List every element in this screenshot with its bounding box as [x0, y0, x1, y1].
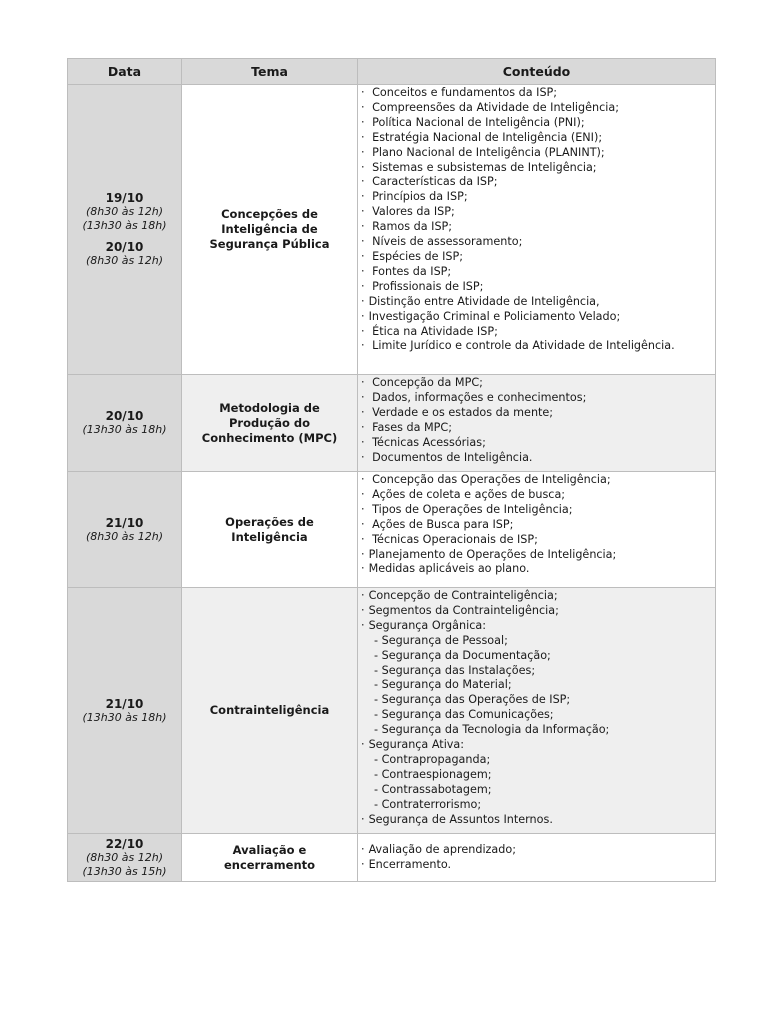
- list-item: · Ramos da ISP;: [361, 220, 453, 234]
- list-item: · Ética na Atividade ISP;: [361, 324, 498, 338]
- list-item: · Política Nacional de Inteligência (PNI);: [361, 115, 585, 129]
- list-item: · Sistemas e subsistemas de Inteligência;: [361, 160, 597, 174]
- date-cell: [68, 472, 182, 588]
- list-item: - Contraespionagem;: [374, 767, 492, 781]
- header-tema: Tema: [182, 59, 358, 85]
- date-cell: [68, 85, 182, 375]
- list-item: · Níveis de assessoramento;: [361, 235, 523, 249]
- list-item: · Compreensões da Atividade de Inteligência;: [361, 100, 619, 114]
- list-item: - Contrassabotagem;: [374, 782, 492, 796]
- list-item: · Segurança Ativa:: [361, 738, 465, 752]
- date-cell: [68, 375, 182, 472]
- date-day: 21/10: [105, 696, 144, 711]
- date-time: (13h30 às 18h): [82, 423, 167, 437]
- list-item: · Dados, informações e conhecimentos;: [361, 390, 587, 404]
- table-row: [68, 375, 716, 472]
- list-item: · Ações de Busca para ISP;: [361, 517, 514, 531]
- tema-cell: Metodologia de Produção do Conhecimento (MPC): [182, 375, 358, 472]
- list-item: · Documentos de Inteligência.: [361, 450, 533, 464]
- tema-cell: Concepções de Inteligência de Segurança Pública: [182, 85, 358, 375]
- list-item: · Técnicas Operacionais de ISP;: [361, 532, 538, 546]
- list-item: · Limite Jurídico e controle da Atividade de Inteligência.: [361, 339, 675, 353]
- date-cell: [68, 834, 182, 882]
- header-date: Data: [68, 59, 182, 85]
- list-item: · Profissionais de ISP;: [361, 279, 484, 293]
- tema-cell: Contrainteligência: [182, 588, 358, 834]
- list-item: - Segurança das Instalações;: [374, 663, 536, 677]
- header-row: [68, 59, 716, 85]
- table-row: [68, 85, 716, 375]
- list-item: · Concepção da MPC;: [361, 376, 483, 389]
- date-time: (13h30 às 18h): [82, 218, 167, 232]
- list-item: · Características da ISP;: [361, 175, 498, 189]
- tema-cell: Operações de Inteligência: [182, 472, 358, 588]
- list-item: · Verdade e os estados da mente;: [361, 405, 554, 419]
- list-item: · Segurança Orgânica:: [361, 618, 486, 632]
- content-cell: [358, 834, 716, 882]
- date-time: (8h30 às 12h): [86, 851, 163, 864]
- table-row: [68, 472, 716, 588]
- date-day: 22/10: [105, 837, 144, 851]
- list-item: · Ações de coleta e ações de busca;: [361, 487, 566, 501]
- list-item: - Contrapropaganda;: [374, 752, 491, 766]
- list-item: · Distinção entre Atividade de Inteligência,: [361, 294, 600, 308]
- list-item: - Segurança das Comunicações;: [374, 708, 554, 722]
- list-item: · Princípios da ISP;: [361, 190, 468, 204]
- list-item: · Avaliação de aprendizado;: [361, 842, 516, 856]
- list-item: · Conceitos e fundamentos da ISP;: [361, 86, 558, 99]
- date-day: 19/10: [105, 191, 144, 206]
- list-item: · Investigação Criminal e Policiamento Velado;: [361, 309, 621, 323]
- list-item: · Fontes da ISP;: [361, 264, 452, 278]
- content-cell: [358, 588, 716, 834]
- list-item: · Técnicas Acessórias;: [361, 435, 486, 449]
- date-day: 20/10: [105, 240, 144, 255]
- list-item: · Concepção das Operações de Inteligência;: [361, 473, 611, 486]
- content-cell: [358, 85, 716, 375]
- header-conteudo: Conteúdo: [358, 59, 716, 85]
- list-item: - Segurança do Material;: [374, 678, 512, 692]
- list-item: · Segmentos da Contrainteligência;: [361, 603, 559, 617]
- date-time: (8h30 às 12h): [86, 205, 163, 219]
- list-item: - Segurança da Tecnologia da Informação;: [374, 723, 610, 737]
- tema-cell: Avaliação e encerramento: [182, 834, 358, 882]
- list-item: · Planejamento de Operações de Inteligência;: [361, 547, 617, 561]
- list-item: · Medidas aplicáveis ao plano.: [361, 562, 530, 576]
- list-item: · Valores da ISP;: [361, 205, 455, 219]
- list-item: · Plano Nacional de Inteligência (PLANINT);: [361, 145, 605, 159]
- date-cell: [68, 588, 182, 834]
- date-day: 21/10: [105, 515, 144, 530]
- list-item: · Tipos de Operações de Inteligência;: [361, 502, 573, 516]
- content-cell: [358, 472, 716, 588]
- date-time: (13h30 às 18h): [82, 710, 167, 724]
- list-item: - Segurança de Pessoal;: [374, 633, 508, 647]
- table-row: [68, 588, 716, 834]
- date-time: (13h30 às 15h): [82, 864, 167, 878]
- list-item: · Fases da MPC;: [361, 420, 452, 434]
- list-item: · Segurança de Assuntos Internos.: [361, 812, 553, 826]
- content-cell: [358, 375, 716, 472]
- list-item: · Espécies de ISP;: [361, 249, 463, 263]
- date-time: (8h30 às 12h): [86, 529, 163, 543]
- date-day: 20/10: [105, 409, 144, 424]
- schedule-table: [67, 58, 716, 882]
- list-item: - Contraterrorismo;: [374, 797, 482, 811]
- list-item: - Segurança das Operações de ISP;: [374, 693, 571, 707]
- list-item: · Concepção de Contrainteligência;: [361, 589, 558, 602]
- list-item: · Encerramento.: [361, 857, 452, 871]
- list-item: · Estratégia Nacional de Inteligência (ENI);: [361, 130, 603, 144]
- date-time: (8h30 às 12h): [86, 254, 163, 268]
- table-row: [68, 834, 716, 882]
- list-item: - Segurança da Documentação;: [374, 648, 551, 662]
